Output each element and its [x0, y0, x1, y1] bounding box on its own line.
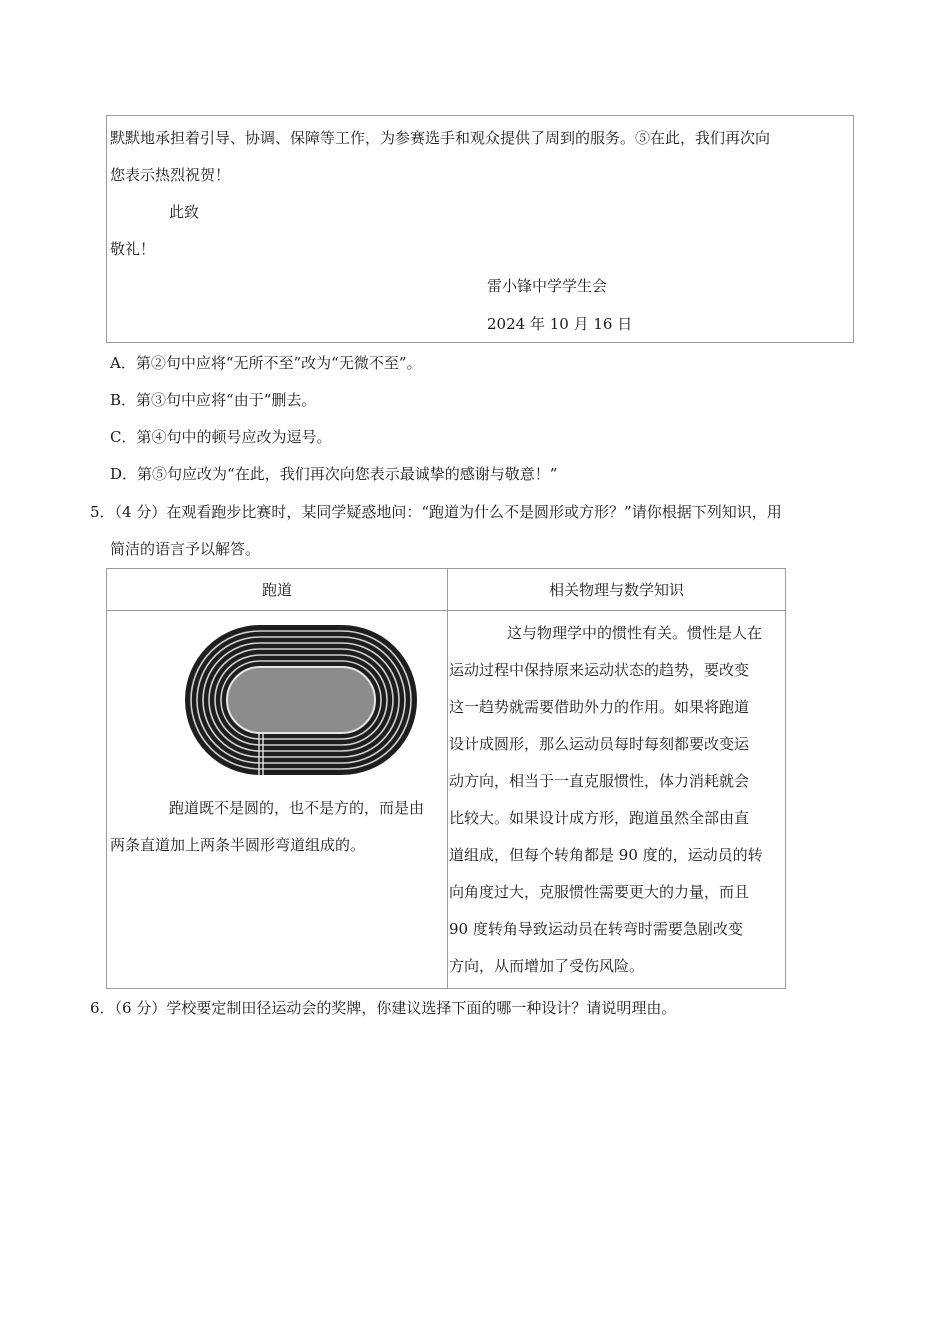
track-desc-line-1: 跑道既不是圆的，也不是方的，而是由	[169, 799, 425, 817]
knowledge-table	[106, 568, 786, 989]
knowledge-line-4: 设计成圆形，那么运动员每时每刻都要改变运	[449, 735, 750, 753]
table-header-track: 跑道	[261, 581, 292, 599]
knowledge-line-5: 动方向，相当于一直克服惯性，体力消耗就会	[449, 772, 750, 790]
running-track-image	[185, 625, 417, 775]
knowledge-line-6: 比较大。如果设计成方形，跑道虽然全部由直	[449, 809, 750, 827]
knowledge-line-8: 向角度过大，克服惯性需要更大的力量，而且	[449, 883, 750, 901]
knowledge-line-1: 这与物理学中的惯性有关。惯性是人在	[507, 624, 763, 642]
letter-salutation: 此致	[169, 203, 200, 221]
q5-question-line-1: 5．（4 分）在观看跑步比赛时，某同学疑惑地问：“跑道为什么不是圆形或方形？”请你根据下列知识，用	[90, 503, 782, 521]
knowledge-line-10: 方向，从而增加了受伤风险。	[449, 957, 645, 975]
knowledge-line-3: 这一趋势就需要借助外力的作用。如果将跑道	[449, 698, 750, 716]
letter-box	[106, 115, 854, 343]
knowledge-line-7: 道组成，但每个转角都是 90 度的，运动员的转	[449, 846, 763, 864]
track-desc-line-2: 两条直道加上两条半圆形弯道组成的。	[110, 836, 366, 854]
table-divider-vertical	[447, 569, 448, 988]
table-divider-horizontal	[107, 610, 785, 611]
letter-line-1: 默默地承担着引导、协调、保障等工作，为参赛选手和观众提供了周到的服务。⑤在此，我们再次向	[110, 129, 771, 147]
q5-question-line-2: 简洁的语言予以解答。	[110, 540, 261, 558]
q6-question-line-1: 6．（6 分）学校要定制田径运动会的奖牌，你建议选择下面的哪一种设计？请说明理由。	[90, 999, 677, 1017]
letter-date: 2024 年 10 月 16 日	[487, 315, 633, 333]
letter-line-2: 您表示热烈祝贺！	[110, 166, 231, 184]
letter-closing: 敬礼！	[110, 240, 156, 258]
table-header-knowledge: 相关物理与数学知识	[548, 581, 684, 599]
q4-option-a: A．第②句中应将“无所不至”改为“无微不至”。	[110, 354, 422, 372]
knowledge-line-2: 运动过程中保持原来运动状态的趋势，要改变	[449, 661, 750, 679]
knowledge-line-9: 90 度转角导致运动员在转弯时需要急剧改变	[449, 920, 743, 938]
q4-option-c: C．第④句中的顿号应改为逗号。	[110, 428, 332, 446]
q4-option-b: B．第③句中应将“由于”删去。	[110, 391, 317, 409]
q4-option-d: D．第⑤句应改为“在此，我们再次向您表示最诚挚的感谢与敬意！”	[110, 465, 558, 483]
letter-signature: 雷小锋中学学生会	[487, 277, 608, 295]
